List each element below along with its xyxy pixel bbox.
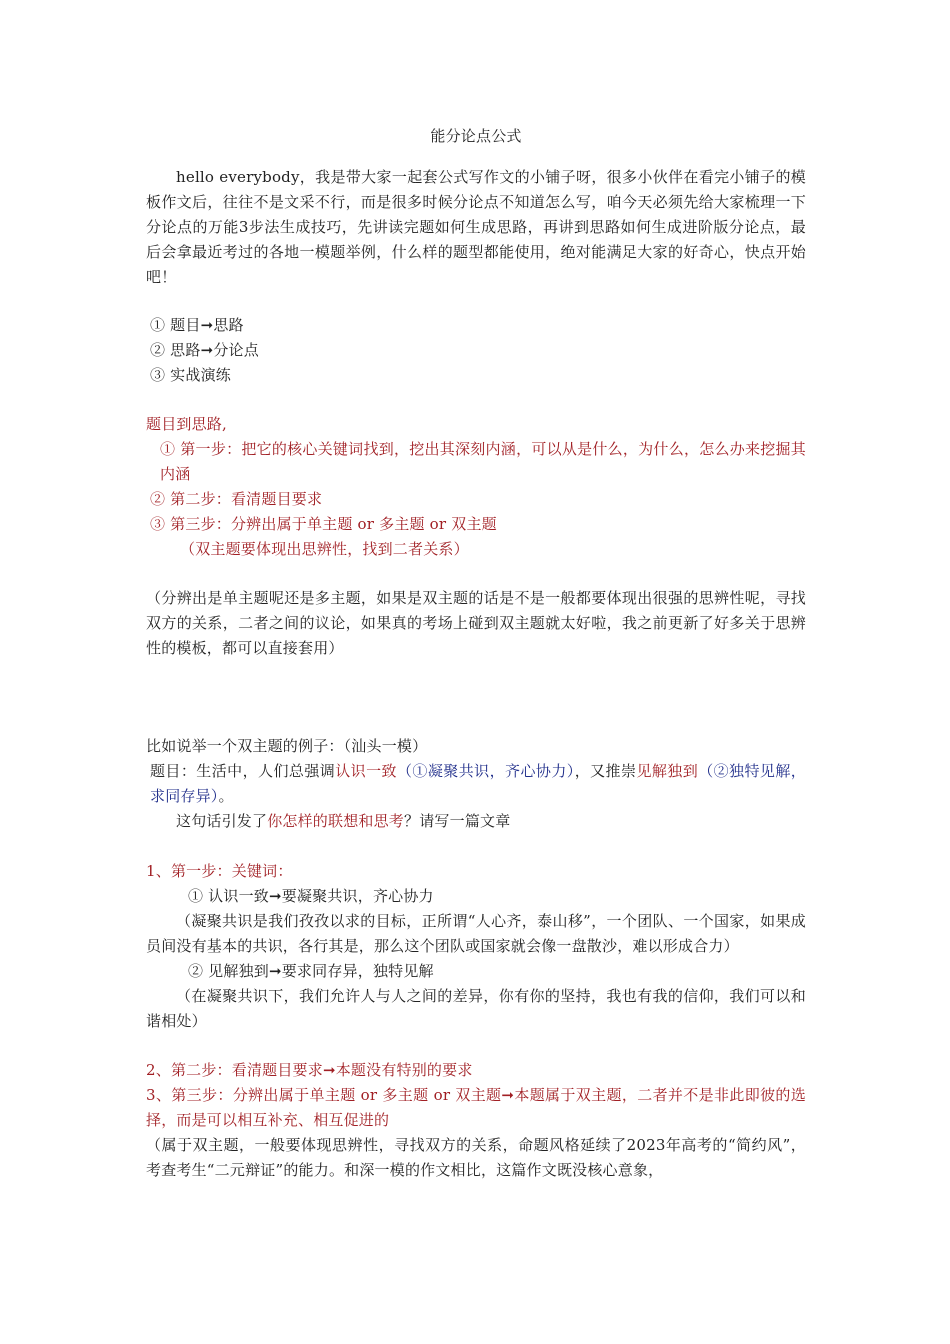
section-heading: 题目到思路, xyxy=(146,415,227,433)
analysis-step-3-explanation: （属于双主题，一般要体现思辨性，寻找双方的关系，命题风格延续了2023年高考的“简约风”，考查考生“二元辩证”的能力。和深一模的作文相比，这篇作文既没核心意象， xyxy=(146,1136,806,1179)
section-topic-to-thinking xyxy=(146,412,806,562)
example-block xyxy=(146,734,806,834)
prompt-end: 。 xyxy=(218,787,234,805)
prompt-mid: ，又推崇 xyxy=(574,762,637,780)
keyword-2-explanation: （在凝聚共识下，我们允许人与人之间的差异，你有你的坚持，我也有我的信仰，我们可以和谐相处） xyxy=(146,987,806,1030)
task-lead: 这句话引发了 xyxy=(176,812,268,830)
outline-item-3: ③ 实战演练 xyxy=(150,366,231,384)
step-2-text: ② 第二步：看清题目要求 xyxy=(150,490,323,508)
keyword-1-explain: （①凝聚共识，齐心协力） xyxy=(396,762,575,780)
analysis-step-2: 2、第二步：看清题目要求➞本题没有特别的要求 xyxy=(146,1061,473,1079)
page-title: 能分论点公式 xyxy=(430,127,522,145)
example-intro: 比如说举一个双主题的例子：（汕头一模） xyxy=(146,737,428,755)
document-page xyxy=(146,124,806,1183)
analysis-step-3: 3、第三步：分辨出属于单主题 or 多主题 or 双主题➞本题属于双主题，二者并不是非此即彼的选择，而是可以相互补充、相互促进的 xyxy=(146,1086,806,1129)
aside-paragraph: （分辨出是单主题呢还是多主题，如果是双主题的话是不是一般都要体现出很强的思辨性呢，寻找双方的关系，二者之间的议论，如果真的考场上碰到双主题就太好啦，我之前更新了好多关于思辨性的模板，都可以直接套用） xyxy=(146,589,806,657)
step-3-note: （双主题要体现出思辨性，找到二者关系） xyxy=(180,540,469,558)
keyword-2: 见解独到 xyxy=(636,762,699,780)
analysis-block xyxy=(146,859,806,1183)
keyword-2-analysis: ② 见解独到➞要求同存异，独特见解 xyxy=(188,962,434,980)
keyword-1-explanation: （凝聚共识是我们孜孜以求的目标，正所谓“人心齐，泰山移”，一个团队、一个国家，如果成员间没有基本的共识，各行其是，那么这个团队或国家就会像一盘散沙，难以形成合力） xyxy=(146,912,806,955)
step-1-text: ① 第一步：把它的核心关键词找到，挖出其深刻内涵，可以从是什么，为什么，怎么办来挖掘其内涵 xyxy=(160,440,806,483)
keyword-1-analysis: ① 认识一致➞要凝聚共识，齐心协力 xyxy=(188,887,434,905)
example-prompt xyxy=(146,759,806,809)
outline-item-1: ① 题目➞思路 xyxy=(150,316,244,334)
intro-paragraph: hello everybody，我是带大家一起套公式写作文的小铺子呀，很多小伙伴在看完小铺子的模板作文后，往往不是文采不行，而是很多时候分论点不知道怎么写，咱今天必须先给大家梳理一下分论点的万能3步法生成技巧，先讲读完题如何生成思路，再讲到思路如何生成进阶版分论点，最后会拿最近考过的各地一模题举例，什么样的题型都能使用，绝对能满足大家的好奇心，快点开始吧！ xyxy=(146,168,806,286)
keyword-1: 认识一致 xyxy=(335,762,397,780)
prompt-lead: 题目：生活中，人们总强调 xyxy=(150,762,336,780)
task-end: ？请写一篇文章 xyxy=(404,812,511,830)
step-3-text: ③ 第三步：分辨出属于单主题 or 多主题 or 双主题 xyxy=(150,515,497,533)
task-keyword: 你怎样的联想和思考 xyxy=(267,812,405,830)
outline-list xyxy=(146,313,806,388)
outline-item-2: ② 思路➞分论点 xyxy=(150,341,259,359)
example-task xyxy=(146,809,806,834)
analysis-step-1-heading: 1、第一步：关键词： xyxy=(146,862,293,880)
keyword-2-explain: （②独特见解，求同存异） xyxy=(150,762,806,805)
